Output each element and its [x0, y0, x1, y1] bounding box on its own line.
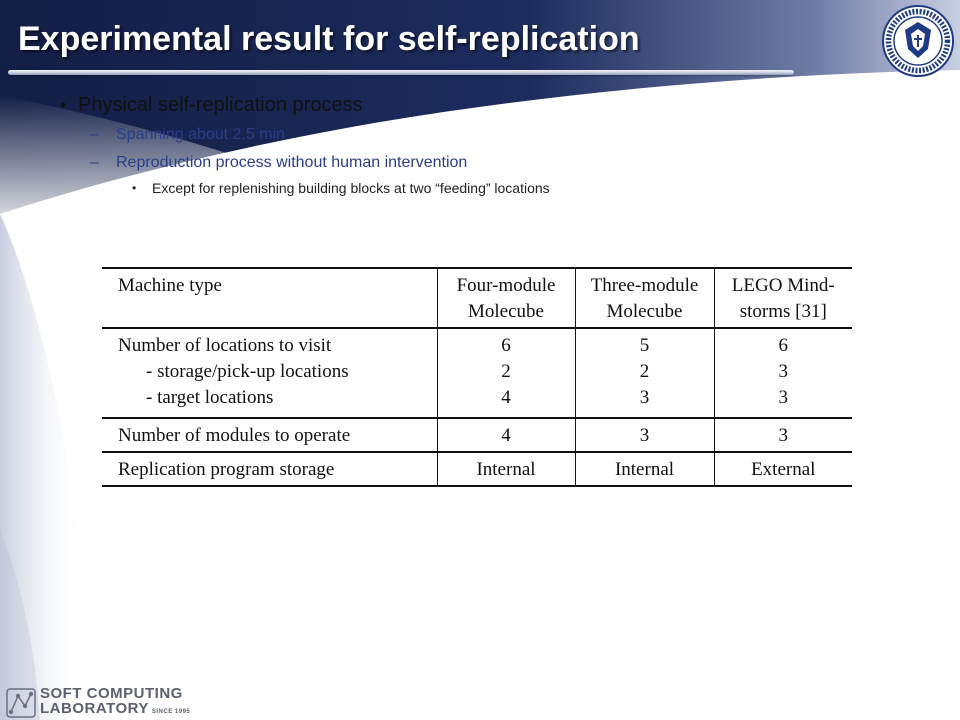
header-four-module-line1: Four-module	[456, 275, 556, 296]
bullet-level1-text: Physical self-replication process	[78, 93, 363, 116]
header-four-module	[437, 268, 575, 328]
table-row	[102, 418, 852, 452]
bullet-level2	[60, 152, 550, 174]
bullet-dot-icon: •	[132, 181, 137, 195]
header-lego-line1: LEGO Mind-	[731, 275, 835, 296]
table-row	[102, 452, 852, 486]
header-four-module-line2: Molecube	[468, 301, 544, 322]
title-underline	[8, 70, 794, 75]
cell-value: 4	[437, 418, 575, 452]
cell-four-locations	[437, 328, 575, 418]
lab-logo	[6, 686, 190, 720]
cell-value: 2	[501, 361, 511, 382]
row-label-locations	[102, 328, 437, 418]
table-header-row	[102, 268, 852, 328]
row-label-program: Replication program storage	[102, 452, 437, 486]
cell-value: 2	[639, 361, 650, 382]
bullet-dot-icon: •	[60, 94, 67, 115]
slide-title: Experimental result for self-replication	[18, 20, 640, 58]
cell-value: External	[714, 452, 852, 486]
table-row	[102, 328, 852, 418]
cell-value: 5	[639, 335, 650, 356]
cell-value: 3	[639, 387, 650, 408]
cell-value: Internal	[437, 452, 575, 486]
lab-name-line1: SOFT COMPUTING	[40, 685, 183, 702]
bullet-level3-text: Except for replenishing building blocks at two “feeding” locations	[152, 180, 550, 196]
header-lego	[714, 268, 852, 328]
locations-sub1-label: - storage/pick-up locations	[146, 361, 349, 382]
header-machine-type-label: Machine type	[118, 275, 222, 296]
locations-sub2-label: - target locations	[146, 387, 274, 408]
bullet-level2-text: Spanning about 2.5 min	[116, 126, 286, 143]
lab-name-line2	[40, 701, 190, 720]
bullet-level1	[60, 92, 550, 118]
header-three-module-line2: Molecube	[606, 301, 683, 322]
lab-name	[40, 686, 190, 720]
locations-label: Number of locations to visit	[118, 335, 332, 356]
bullet-level2-text: Reproduction process without human intervention	[116, 154, 468, 171]
header-three-module	[575, 268, 714, 328]
bullet-dash-icon: –	[90, 126, 99, 143]
bullet-list	[60, 92, 550, 198]
cell-value: 3	[778, 361, 788, 382]
cell-value: 4	[501, 387, 511, 408]
bullet-dash-icon: –	[90, 154, 99, 171]
cell-value: 6	[778, 335, 788, 356]
cell-value: 6	[501, 335, 511, 356]
soft-computing-lab-logo-icon	[6, 688, 36, 718]
lab-since: SINCE 1995	[151, 709, 191, 715]
row-label-modules: Number of modules to operate	[102, 418, 437, 452]
yonsei-university-seal-icon	[881, 4, 955, 78]
comparison-table	[102, 267, 852, 487]
bullet-level3	[60, 178, 550, 198]
cell-three-locations	[575, 328, 714, 418]
header-lego-line2: storms [31]	[739, 301, 827, 322]
cell-value: 3	[714, 418, 852, 452]
header-three-module-line1: Three-module	[590, 275, 699, 296]
cell-value: 3	[778, 387, 788, 408]
header-machine-type	[102, 268, 437, 328]
cell-value: Internal	[575, 452, 714, 486]
lab-name-line2-text: LABORATORY	[40, 700, 149, 717]
cell-lego-locations	[714, 328, 852, 418]
cell-value: 3	[575, 418, 714, 452]
bullet-level2	[60, 124, 550, 146]
